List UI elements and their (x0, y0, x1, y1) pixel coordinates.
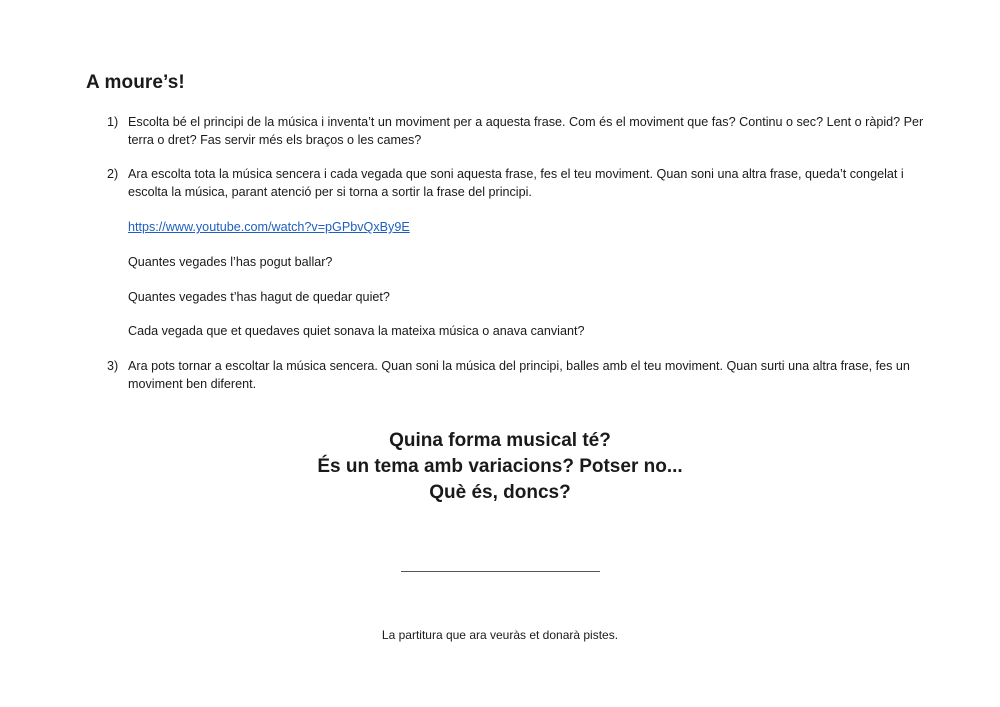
item-text: Escolta bé el principi de la música i inventa’t un moviment per a aquesta frase. Com és el moviment que fas? Continu o sec? Lent o ràpid? Per terra o dret? Fas servir més els braços o les cames? (128, 115, 924, 147)
page-title: A moure’s! (86, 72, 185, 93)
item-number: 1) (107, 115, 119, 129)
item-number: 2) (107, 167, 119, 181)
central-question-3: Què és, doncs? (429, 482, 571, 503)
question-3: Cada vegada que et quedaves quiet sonava la mateixa música o anava canviant? (128, 324, 585, 338)
item-text: Ara pots tornar a escoltar la música sencera. Quan soni la música del principi, balles amb el teu moviment. Quan surti una altra frase, fes un moviment ben diferent. (128, 359, 910, 391)
item-number: 3) (107, 359, 119, 373)
central-question-1: Quina forma musical té? (389, 430, 611, 451)
youtube-link[interactable]: https://www.youtube.com/watch?v=pGPbvQxBy9E (128, 220, 410, 234)
instruction-item-1 (107, 114, 927, 149)
footer-note: La partitura que ara veuràs et donarà pistes. (381, 628, 619, 642)
question-1: Quantes vegades l’has pogut ballar? (128, 255, 333, 269)
instruction-item-2 (107, 166, 927, 201)
instruction-item-3 (107, 358, 927, 393)
item-text: Ara escolta tota la música sencera i cada vegada que soni aquesta frase, fes el teu moviment. Quan soni una altra frase, queda’t congelat i escolta la música, parant atenció per si torna a sortir la frase del principi. (128, 167, 904, 199)
central-questions (0, 428, 1000, 506)
answer-blank-line[interactable] (401, 571, 600, 572)
question-2: Quantes vegades t’has hagut de quedar quiet? (128, 290, 390, 304)
central-question-2: És un tema amb variacions? Potser no... (317, 456, 683, 477)
